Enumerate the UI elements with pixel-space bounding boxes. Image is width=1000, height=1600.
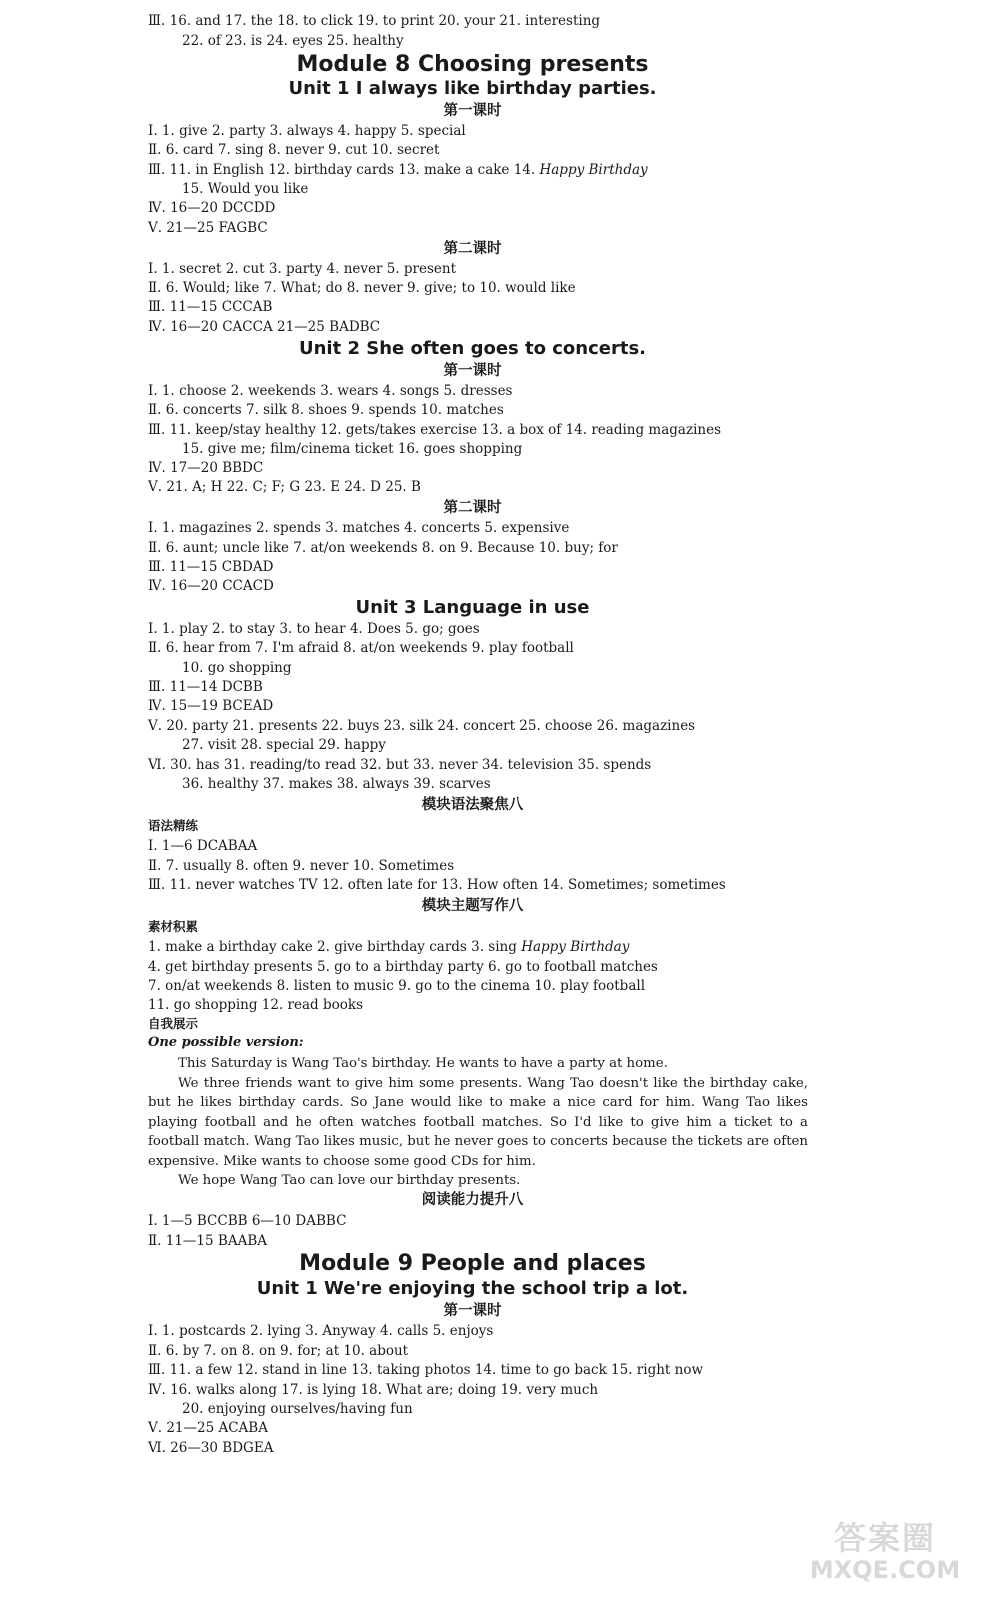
answer-line: Ⅱ. 6. by 7. on 8. on 9. for; at 10. about [148,1343,409,1359]
possible-version-label: One possible version: [148,1035,304,1050]
answer-line: Ⅲ. 11—14 DCBB [148,679,263,695]
lesson-1-heading: 第一课时 [443,363,502,379]
answer-line: Ⅲ. 11. keep/stay healthy 12. gets/takes exercise 13. a box of 14. reading magazines [148,422,722,438]
answer-line: 15. Would you like [182,181,309,197]
answer-line: Ⅳ. 16—20 DCCDD [148,200,276,216]
module-9-title: Module 9 People and places [299,1251,646,1276]
watermark-logo [800,1520,970,1590]
answer-line: Ⅱ. 6. concerts 7. silk 8. shoes 9. spends 10. matches [148,402,504,418]
answer-line: Ⅰ. 1. play 2. to stay 3. to hear 4. Does 5. go; goes [148,621,480,637]
answer-line: Ⅳ. 16. walks along 17. is lying 18. What are; doing 19. very much [148,1382,599,1398]
essay-paragraph: We three friends want to give him some presents. Wang Tao doesn't like the birthday cake, but he likes birthday cards. So Jane would like to make a nice card for him. Wang Tao likes playing football and he often watches football matches. So I'd like to give him a ticket to a football match. Wang Tao likes music, but he never goes to concerts because the tickets are often expensive. Mike wants to choose some good CDs for him. [148,1075,808,1169]
answer-line: Ⅲ. 11—15 CBDAD [148,559,274,575]
answer-line: Ⅴ. 21—25 FAGBC [148,220,268,236]
answer-line: Ⅲ. 11. never watches TV 12. often late for 13. How often 14. Sometimes; sometimes [148,877,726,893]
unit-1-title: Unit 1 We're enjoying the school trip a lot. [256,1278,689,1299]
watermark-domain: MXQE.COM [809,1556,961,1584]
answer-line: Ⅰ. 1. choose 2. weekends 3. wears 4. songs 5. dresses [148,383,513,399]
answer-line: Ⅰ. 1. secret 2. cut 3. party 4. never 5. present [148,261,457,277]
answer-line: Ⅲ. 16. and 17. the 18. to click 19. to print 20. your 21. interesting [148,13,601,29]
lesson-2-heading: 第二课时 [443,500,502,516]
answer-line: Ⅰ. 1. magazines 2. spends 3. matches 4. concerts 5. expensive [148,520,570,536]
answer-line: Ⅰ. 1. give 2. party 3. always 4. happy 5. special [148,123,466,139]
answer-line: 36. healthy 37. makes 38. always 39. scarves [182,776,491,792]
answer-text: 1. make a birthday cake 2. give birthday cards 3. sing [148,939,522,955]
grammar-practice-label: 语法精练 [148,818,199,833]
answer-line [148,162,648,178]
answer-line: Ⅲ. 11. a few 12. stand in line 13. taking photos 14. time to go back 15. right now [148,1362,704,1378]
module-8-title: Module 8 Choosing presents [296,52,649,77]
answer-line: Ⅳ. 15—19 BCEAD [148,698,274,714]
answer-line: Ⅵ. 26—30 BDGEA [148,1440,274,1456]
answer-line: 4. get birthday presents 5. go to a birthday party 6. go to football matches [148,959,658,975]
answer-line: Ⅴ. 21—25 ACABA [148,1420,268,1436]
essay-paragraph: We hope Wang Tao can love our birthday presents. [178,1173,521,1188]
essay-paragraph: This Saturday is Wang Tao's birthday. He wants to have a party at home. [178,1056,668,1071]
answer-line: Ⅴ. 20. party 21. presents 22. buys 23. silk 24. concert 25. choose 26. magazines [148,718,696,734]
watermark-text: 答案圈 [833,1519,936,1557]
unit-1-title: Unit 1 I always like birthday parties. [288,78,657,99]
answer-line: Ⅱ. 6. Would; like 7. What; do 8. never 9. give; to 10. would like [148,280,576,296]
answer-line: Ⅰ. 1—5 BCCBB 6—10 DABBC [148,1213,347,1229]
answer-line: Ⅳ. 16—20 CCACD [148,578,274,594]
answer-text: Ⅲ. 11. in English 12. birthday cards 13. make a cake 14. [148,162,540,178]
unit-2-title: Unit 2 She often goes to concerts. [298,338,647,359]
answer-line: Ⅵ. 30. has 31. reading/to read 32. but 33. never 34. television 35. spends [148,757,652,773]
song-title: Happy Birthday [521,939,630,955]
answer-line: Ⅰ. 1—6 DCABAA [148,838,258,854]
answer-line: Ⅴ. 21. A; H 22. C; F; G 23. E 24. D 25. B [148,479,421,495]
writing-heading: 模块主题写作八 [421,898,524,914]
answer-line: Ⅱ. 6. card 7. sing 8. never 9. cut 10. secret [148,142,440,158]
answer-line: 22. of 23. is 24. eyes 25. healthy [182,33,404,49]
answer-line: Ⅱ. 6. hear from 7. I'm afraid 8. at/on weekends 9. play football [148,640,574,656]
answer-line: 27. visit 28. special 29. happy [182,737,386,753]
answer-line: Ⅱ. 11—15 BAABA [148,1233,267,1249]
lesson-1-heading: 第一课时 [443,103,502,119]
answer-line: Ⅰ. 1. postcards 2. lying 3. Anyway 4. calls 5. enjoys [148,1323,494,1339]
answer-line: Ⅳ. 17—20 BBDC [148,460,264,476]
self-show-label: 自我展示 [148,1016,199,1031]
reading-heading: 阅读能力提升八 [421,1192,524,1208]
answer-line: 10. go shopping [182,660,292,676]
material-label: 素材积累 [148,919,199,934]
answer-line: 20. enjoying ourselves/having fun [182,1401,413,1417]
answer-line: Ⅱ. 6. aunt; uncle like 7. at/on weekends 8. on 9. Because 10. buy; for [148,540,618,556]
song-title: Happy Birthday [539,162,648,178]
grammar-heading: 模块语法聚焦八 [421,797,524,813]
answer-line: 11. go shopping 12. read books [148,997,363,1013]
answer-line: Ⅲ. 11—15 CCCAB [148,299,273,315]
lesson-2-heading: 第二课时 [443,241,502,257]
answer-line: Ⅱ. 7. usually 8. often 9. never 10. Sometimes [148,858,455,874]
sample-essay [148,1054,808,1191]
answer-line: Ⅳ. 16—20 CACCA 21—25 BADBC [148,319,381,335]
unit-3-title: Unit 3 Language in use [355,597,590,618]
answer-line: 15. give me; film/cinema ticket 16. goes shopping [182,441,523,457]
lesson-1-heading: 第一课时 [443,1303,502,1319]
answer-line: 7. on/at weekends 8. listen to music 9. go to the cinema 10. play football [148,978,646,994]
answer-line [148,939,629,955]
